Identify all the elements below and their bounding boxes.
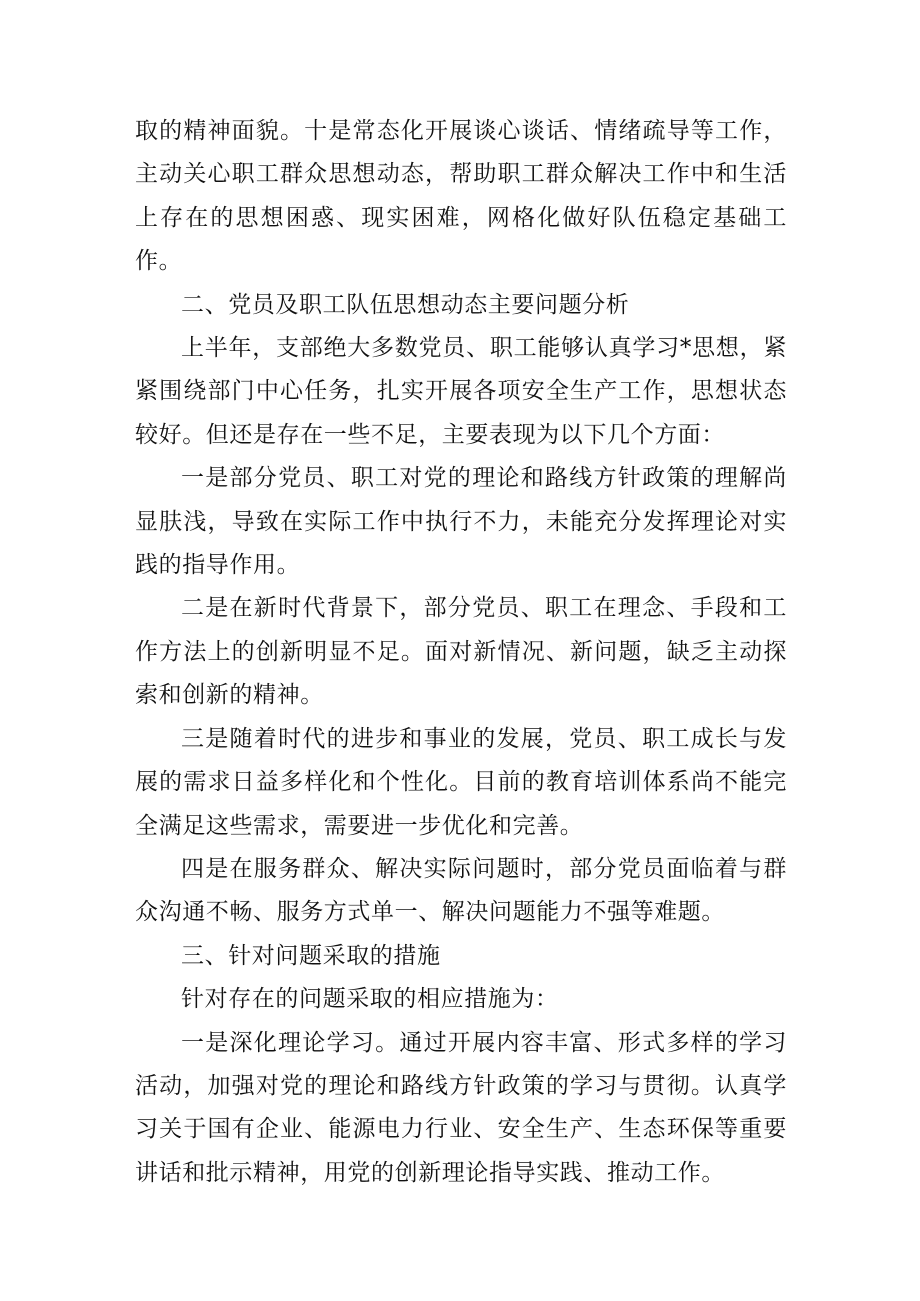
paragraph-continuation: 取的精神面貌。十是常态化开展谈心谈话、情绪疏导等工作，主动关心职工群众思想动态，帮助职工群众解决工作中和生活上存在的思想困惑、现实困难，网格化做好队伍稳定基础工作。 [135,118,787,275]
paragraph-issue-3: 三是随着时代的进步和事业的发展，党员、职工成长与发展的需求日益多样化和个性化。目前的教育培训体系尚不能完全满足这些需求，需要进一步优化和完善。 [135,725,787,839]
section-heading-3: 三、针对问题采取的措施 [181,942,441,969]
paragraph-issue-4: 四是在服务群众、解决实际问题时，部分党员面临着与群众沟通不畅、服务方式单一、解决问题能力不强等难题。 [135,855,787,926]
paragraph-issue-2: 二是在新时代背景下，部分党员、职工在理念、手段和工作方法上的创新明显不足。面对新情况、新问题，缺乏主动探索和创新的精神。 [135,595,787,709]
document-body [135,110,787,1195]
paragraph-measures-intro: 针对存在的问题采取的相应措施为： [181,986,559,1013]
paragraph-measure-1: 一是深化理论学习。通过开展内容丰富、形式多样的学习活动，加强对党的理论和路线方针政策的学习与贯彻。认真学习关于国有企业、能源电力行业、安全生产、生态环保等重要讲话和批示精神，用党的创新理论指导实践、推动工作。 [135,1029,787,1186]
paragraph-summary: 上半年，支部绝大多数党员、职工能够认真学习*思想，紧紧围绕部门中心任务，扎实开展各项安全生产工作，思想状态较好。但还是存在一些不足，主要表现为以下几个方面： [135,335,787,448]
section-heading-2: 二、党员及职工队伍思想动态主要问题分析 [181,291,630,318]
paragraph-issue-1: 一是部分党员、职工对党的理论和路线方针政策的理解尚显肤浅，导致在实际工作中执行不力，未能充分发挥理论对实践的指导作用。 [135,465,787,579]
